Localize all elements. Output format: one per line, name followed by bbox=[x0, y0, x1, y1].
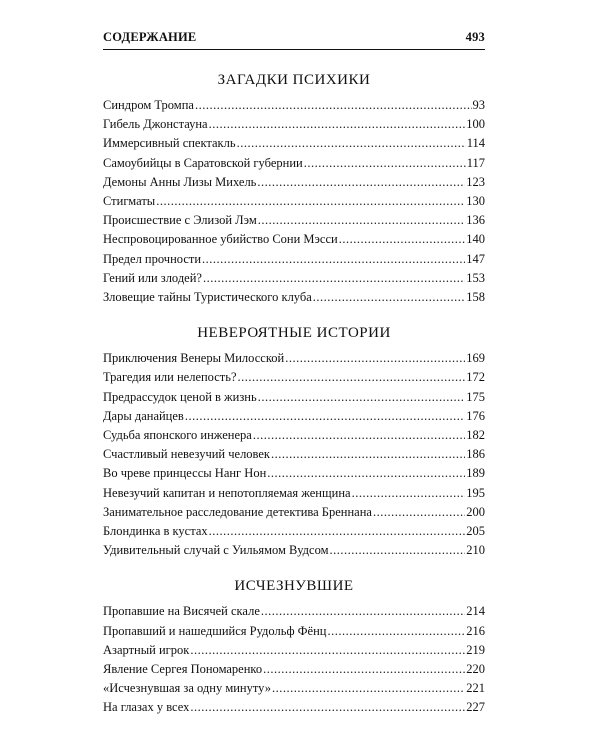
toc-entry bbox=[103, 602, 485, 621]
dot-leader bbox=[203, 269, 465, 288]
entry-title: Счастливый невезучий человек bbox=[103, 447, 271, 462]
toc-entry bbox=[103, 368, 485, 387]
toc-entry bbox=[103, 388, 485, 407]
entry-page: 219 bbox=[466, 642, 485, 657]
toc-entry bbox=[103, 641, 485, 660]
entry-page: 114 bbox=[466, 136, 485, 151]
entry-title: Происшествие с Элизой Лэм bbox=[103, 213, 257, 228]
entry-page: 175 bbox=[466, 389, 485, 404]
entry-title: Гений или злодей? bbox=[103, 270, 202, 285]
entry-page: 153 bbox=[466, 270, 485, 285]
entry-title: Пропавшие на Висячей скале bbox=[103, 604, 260, 619]
entry-page: 189 bbox=[466, 466, 485, 481]
entry-title: Зловещие тайны Туристического клуба bbox=[103, 290, 312, 305]
dot-leader bbox=[190, 641, 465, 660]
entry-page: 205 bbox=[466, 524, 485, 539]
entry-title: Судьба японского инженера bbox=[103, 428, 252, 443]
toc-entry bbox=[103, 522, 485, 541]
toc-entry bbox=[103, 349, 485, 368]
dot-leader bbox=[258, 211, 465, 230]
toc-entry bbox=[103, 503, 485, 522]
entry-page: 130 bbox=[466, 194, 485, 209]
toc-section-2 bbox=[103, 323, 485, 560]
entry-title: Синдром Тромпа bbox=[103, 98, 194, 112]
toc-entry bbox=[103, 115, 485, 134]
toc-entry bbox=[103, 134, 485, 153]
dot-leader bbox=[285, 349, 465, 368]
entry-page: 158 bbox=[466, 290, 485, 305]
entry-page: 221 bbox=[466, 681, 485, 696]
section-title: ЗАГАДКИ ПСИХИКИ bbox=[217, 72, 371, 88]
dot-leader bbox=[271, 445, 465, 464]
toc-entry bbox=[103, 154, 485, 173]
entry-page: 220 bbox=[466, 662, 485, 677]
entry-title: Блондинка в кустах bbox=[103, 524, 208, 539]
entry-title: Удивительный случай с Уильямом Вудсом bbox=[103, 543, 329, 558]
toc-section-1 bbox=[103, 70, 485, 307]
dot-leader bbox=[237, 134, 466, 153]
entry-page: 195 bbox=[466, 485, 485, 500]
dot-leader bbox=[209, 522, 466, 541]
entry-title: Неспровоцированное убийство Сони Мэсси bbox=[103, 232, 338, 247]
entry-page: 182 bbox=[466, 428, 485, 443]
toc-entry bbox=[103, 192, 485, 211]
section-title: ИСЧЕЗНУВШИЕ bbox=[234, 578, 354, 595]
dot-leader bbox=[156, 192, 465, 211]
entry-page: 200 bbox=[466, 504, 485, 519]
entry-page: 147 bbox=[466, 251, 485, 266]
toc-entry bbox=[103, 269, 485, 288]
entry-title: Приключения Венеры Милосской bbox=[103, 351, 285, 366]
table-of-contents bbox=[103, 70, 485, 734]
toc-entry bbox=[103, 660, 485, 679]
dot-leader bbox=[304, 154, 466, 173]
toc-entry bbox=[103, 96, 485, 115]
running-head bbox=[103, 30, 485, 45]
entry-title: Гибель Джонстауна bbox=[103, 117, 208, 132]
entry-page: 100 bbox=[466, 117, 485, 132]
dot-leader bbox=[373, 503, 465, 522]
entry-page: 93 bbox=[472, 98, 485, 112]
dot-leader bbox=[261, 602, 465, 621]
entry-title: Во чреве принцессы Нанг Нон bbox=[103, 466, 267, 481]
running-head-page-number: 493 bbox=[465, 30, 485, 44]
entry-page: 227 bbox=[466, 700, 485, 715]
toc-entry bbox=[103, 288, 485, 307]
entry-page: 210 bbox=[466, 543, 485, 558]
entry-page: 186 bbox=[466, 447, 485, 462]
entry-title: Азартный игрок bbox=[103, 642, 190, 657]
dot-leader bbox=[258, 388, 466, 407]
entry-page: 140 bbox=[466, 232, 485, 247]
toc-entry bbox=[103, 484, 485, 503]
entry-page: 123 bbox=[466, 174, 485, 189]
toc-entry bbox=[103, 698, 485, 717]
header-rule bbox=[103, 49, 485, 50]
dot-leader bbox=[352, 484, 466, 503]
entry-title: Дары данайцев bbox=[103, 408, 184, 423]
dot-leader bbox=[263, 660, 465, 679]
entry-title: «Исчезнувшая за одну минуту» bbox=[103, 681, 271, 696]
dot-leader bbox=[330, 541, 466, 560]
entry-title: Иммерсивный спектакль bbox=[103, 136, 236, 151]
toc-section-3 bbox=[103, 576, 485, 717]
dot-leader bbox=[238, 368, 466, 387]
dot-leader bbox=[202, 250, 465, 269]
dot-leader bbox=[339, 230, 466, 249]
dot-leader bbox=[190, 698, 465, 717]
entry-title: Демоны Анны Лизы Михель bbox=[103, 174, 257, 189]
dot-leader bbox=[185, 407, 465, 426]
entry-title: На глазах у всех bbox=[103, 700, 190, 715]
section-title: НЕВЕРОЯТНЫЕ ИСТОРИИ bbox=[197, 325, 391, 342]
running-head-title: СОДЕРЖАНИЕ bbox=[103, 30, 197, 44]
toc-entry bbox=[103, 407, 485, 426]
entry-title: Трагедия или нелепость? bbox=[103, 370, 237, 385]
entry-title: Пропавший и нашедшийся Рудольф Фёнц bbox=[103, 623, 327, 638]
dot-leader bbox=[209, 115, 466, 134]
dot-leader bbox=[313, 288, 465, 307]
toc-entry bbox=[103, 250, 485, 269]
toc-entry bbox=[103, 464, 485, 483]
toc-entry bbox=[103, 679, 485, 698]
entry-page: 136 bbox=[466, 213, 485, 228]
entry-title: Предел прочности bbox=[103, 251, 202, 266]
entry-title: Стигматы bbox=[103, 194, 156, 209]
dot-leader bbox=[195, 96, 472, 115]
dot-leader bbox=[267, 464, 465, 483]
entry-title: Невезучий капитан и непотопляемая женщина bbox=[103, 485, 351, 500]
entry-title: Явление Сергея Пономаренко bbox=[103, 662, 263, 677]
entry-title: Самоубийцы в Саратовской губернии bbox=[103, 155, 303, 170]
dot-leader bbox=[327, 622, 465, 641]
toc-entry bbox=[103, 211, 485, 230]
entry-title: Занимательное расследование детектива Бреннана bbox=[103, 504, 372, 519]
entry-page: 176 bbox=[466, 408, 485, 423]
toc-entry bbox=[103, 445, 485, 464]
toc-entry bbox=[103, 173, 485, 192]
dot-leader bbox=[272, 679, 465, 698]
dot-leader bbox=[257, 173, 465, 192]
dot-leader bbox=[253, 426, 465, 445]
entry-page: 169 bbox=[466, 351, 485, 366]
entry-page: 117 bbox=[466, 155, 485, 170]
entry-page: 216 bbox=[466, 623, 485, 638]
entry-page: 172 bbox=[466, 370, 485, 385]
toc-entry bbox=[103, 622, 485, 641]
entry-title: Предрассудок ценой в жизнь bbox=[103, 389, 257, 404]
toc-entry bbox=[103, 230, 485, 249]
toc-entry bbox=[103, 541, 485, 560]
toc-entry bbox=[103, 426, 485, 445]
entry-page: 214 bbox=[466, 604, 485, 619]
